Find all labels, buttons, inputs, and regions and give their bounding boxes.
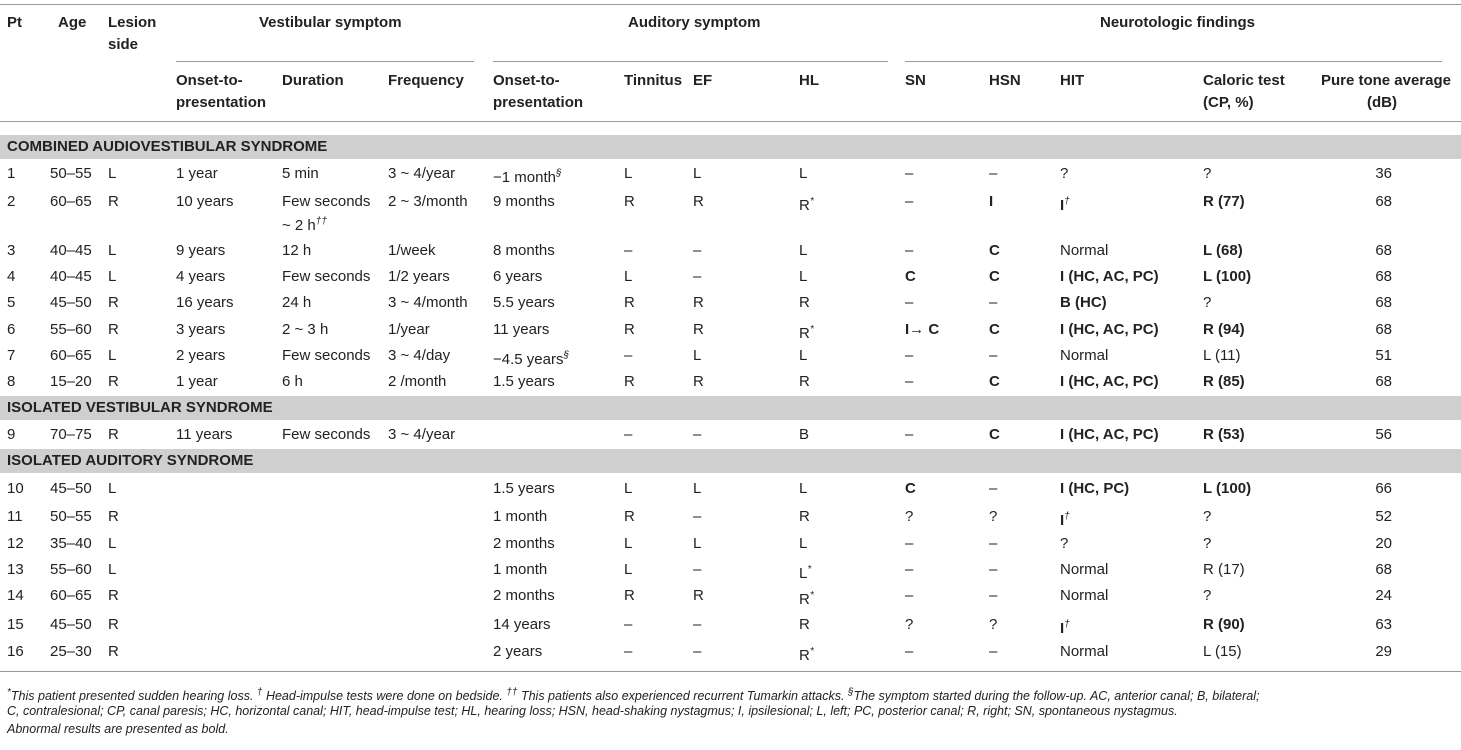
vestibular-subrule	[176, 61, 474, 62]
cell-tinnitus: R	[624, 193, 635, 210]
cell-side: R	[108, 508, 119, 525]
cell-ef: R	[693, 373, 704, 390]
cell-age: 15–20	[50, 373, 92, 390]
section-combined-label: COMBINED AUDIOVESTIBULAR SYNDROME	[7, 138, 328, 155]
cell-hsn: –	[989, 535, 998, 552]
header-n-pta-1: Pure tone average	[1320, 72, 1451, 89]
cell-v-onset: 2 years	[176, 347, 226, 364]
cell-age: 40–45	[50, 268, 92, 285]
cell-hsn: C	[989, 242, 1000, 259]
header-a-onset-2: presentation	[493, 94, 584, 111]
cell-hsn: C	[989, 321, 1000, 338]
header-n-caloric-1: Caloric test	[1203, 72, 1285, 89]
cell-frequency: 3 ~ 4/day	[388, 347, 451, 364]
section-combined	[0, 135, 1461, 159]
table-row	[0, 189, 1461, 237]
cell-ef: R	[693, 294, 704, 311]
cell-pt: 4	[7, 268, 16, 285]
cell-a-onset: 11 years	[493, 321, 550, 338]
cell-frequency: 3 ~ 4/month	[388, 294, 468, 311]
cell-a-onset: −4.5 years§	[493, 350, 570, 368]
cell-hit: B (HC)	[1060, 294, 1107, 311]
cell-ef: –	[693, 643, 702, 660]
cell-pta: 56	[1375, 426, 1392, 443]
cell-tinnitus: R	[624, 587, 635, 604]
cell-a-onset: 2 months	[493, 587, 555, 604]
header-a-onset-1: Onset-to-	[493, 72, 560, 89]
cell-pt: 16	[7, 643, 24, 660]
cell-a-onset: −1 month§	[493, 168, 562, 186]
cell-v-onset: 1 year	[176, 373, 218, 390]
cell-ef: R	[693, 193, 704, 210]
cell-pta: 68	[1375, 193, 1392, 210]
cell-pt: 11	[7, 508, 23, 525]
cell-hit: ?	[1060, 535, 1069, 552]
cell-tinnitus: –	[624, 347, 633, 364]
cell-pt: 12	[7, 535, 24, 552]
cell-hit: ?	[1060, 165, 1069, 182]
cell-hl: R	[799, 373, 810, 390]
cell-sn: ?	[905, 616, 914, 633]
cell-sn: C	[905, 480, 916, 497]
cell-side: R	[108, 587, 119, 604]
cell-pta: 63	[1375, 616, 1392, 633]
cell-side: L	[108, 347, 117, 364]
cell-hit: I†	[1060, 511, 1070, 529]
cell-hit: Normal	[1060, 242, 1109, 259]
cell-frequency: 3 ~ 4/year	[388, 165, 456, 182]
header-v-frequency: Frequency	[388, 72, 464, 89]
cell-caloric: ?	[1203, 508, 1212, 525]
cell-pt: 3	[7, 242, 16, 259]
cell-hl: R*	[799, 646, 814, 664]
cell-tinnitus: L	[624, 268, 633, 285]
cell-caloric: R (94)	[1203, 321, 1245, 338]
cell-a-onset: 14 years	[493, 616, 551, 633]
cell-tinnitus: R	[624, 508, 635, 525]
header-a-tinnitus: Tinnitus	[624, 72, 683, 89]
cell-v-onset: 3 years	[176, 321, 226, 338]
cell-v-onset: 11 years	[176, 426, 233, 443]
cell-caloric: ?	[1203, 165, 1212, 182]
cell-tinnitus: L	[624, 480, 633, 497]
cell-age: 60–65	[50, 347, 92, 364]
cell-ef: L	[693, 347, 702, 364]
cell-pta: 24	[1375, 587, 1392, 604]
cell-pta: 68	[1375, 242, 1392, 259]
cell-v-onset: 1 year	[176, 165, 218, 182]
cell-pta: 52	[1375, 508, 1392, 525]
cell-ef: R	[693, 587, 704, 604]
header-group-neuro: Neurotologic findings	[1100, 14, 1255, 31]
cell-hsn: –	[989, 294, 998, 311]
section-isolated-auditory-label: ISOLATED AUDITORY SYNDROME	[7, 452, 254, 469]
cell-pta: 51	[1375, 347, 1392, 364]
cell-hit: I (HC, AC, PC)	[1060, 321, 1159, 338]
table-row	[0, 161, 1461, 187]
cell-duration: 2 ~ 3 h	[282, 321, 329, 338]
cell-side: L	[108, 242, 117, 259]
cell-hsn: –	[989, 587, 998, 604]
header-group-auditory: Auditory symptom	[628, 14, 761, 31]
cell-sn: ?	[905, 508, 914, 525]
cell-age: 25–30	[50, 643, 92, 660]
cell-pt: 13	[7, 561, 24, 578]
cell-side: R	[108, 294, 119, 311]
header-v-onset-2: presentation	[176, 94, 267, 111]
cell-pt: 8	[7, 373, 16, 390]
table-row	[0, 343, 1461, 369]
cell-tinnitus: R	[624, 294, 635, 311]
cell-sn: –	[905, 373, 914, 390]
cell-age: 45–50	[50, 294, 92, 311]
cell-age: 35–40	[50, 535, 92, 552]
cell-hit: I†	[1060, 619, 1070, 637]
header-a-hl: HL	[799, 72, 819, 89]
table-row	[0, 612, 1461, 638]
cell-tinnitus: L	[624, 535, 633, 552]
cell-hsn: C	[989, 268, 1000, 285]
cell-hit: I (HC, PC)	[1060, 480, 1130, 497]
cell-v-onset: 16 years	[176, 294, 234, 311]
cell-pt: 5	[7, 294, 16, 311]
cell-side: L	[108, 561, 117, 578]
cell-frequency: 3 ~ 4/year	[388, 426, 456, 443]
cell-age: 50–55	[50, 165, 92, 182]
cell-pta: 68	[1375, 268, 1392, 285]
cell-hit: I†	[1060, 196, 1070, 214]
cell-v-onset: 9 years	[176, 242, 226, 259]
cell-duration-line2: ~ 2 h††	[282, 216, 327, 234]
cell-side: L	[108, 480, 117, 497]
header-v-duration: Duration	[282, 72, 344, 89]
table-row	[0, 504, 1461, 530]
cell-age: 60–65	[50, 193, 92, 210]
cell-ef: –	[693, 426, 702, 443]
cell-duration: Few seconds	[282, 426, 371, 443]
cell-hl: R	[799, 508, 810, 525]
cell-sn: I→ C	[905, 321, 940, 338]
cell-tinnitus: R	[624, 321, 635, 338]
top-rule	[0, 4, 1461, 5]
cell-sn: –	[905, 643, 914, 660]
table-row	[0, 238, 1461, 264]
cell-sn: –	[905, 165, 914, 182]
cell-hit: Normal	[1060, 561, 1109, 578]
cell-sn: –	[905, 294, 914, 311]
table-row	[0, 476, 1461, 502]
cell-v-onset: 10 years	[176, 193, 234, 210]
cell-hl: L	[799, 268, 808, 285]
cell-age: 40–45	[50, 242, 92, 259]
cell-caloric: L (100)	[1203, 268, 1252, 285]
footnote-line-2: C, contralesional; CP, canal paresis; HC, horizontal canal; HIT, head-impulse test; HL, hearing loss; HSN, head-shaking nystagmus; I, ipsilesional; L, left; PC, posterior canal; R, right; SN, spontaneous nystagmus.	[7, 704, 1178, 718]
cell-duration: 6 h	[282, 373, 303, 390]
cell-pt: 14	[7, 587, 24, 604]
table-row	[0, 531, 1461, 557]
cell-hsn: –	[989, 347, 998, 364]
auditory-subrule	[493, 61, 888, 62]
cell-sn: –	[905, 535, 914, 552]
cell-age: 55–60	[50, 561, 92, 578]
cell-pt: 1	[7, 165, 16, 182]
cell-pt: 6	[7, 321, 16, 338]
header-lesion-side-1: Lesion	[108, 14, 157, 31]
cell-pt: 15	[7, 616, 24, 633]
cell-side: L	[108, 268, 117, 285]
header-group-vestibular: Vestibular symptom	[259, 14, 402, 31]
cell-hit: I (HC, AC, PC)	[1060, 373, 1159, 390]
cell-pta: 20	[1375, 535, 1392, 552]
cell-pta: 68	[1375, 373, 1392, 390]
cell-hit: Normal	[1060, 347, 1109, 364]
cell-ef: –	[693, 508, 702, 525]
cell-sn: –	[905, 347, 914, 364]
bottom-rule	[0, 671, 1461, 672]
cell-hsn: C	[989, 426, 1000, 443]
cell-caloric: L (15)	[1203, 643, 1242, 660]
cell-caloric: R (85)	[1203, 373, 1245, 390]
cell-hsn: I	[989, 193, 994, 210]
header-lesion-side-2: side	[108, 36, 139, 53]
cell-hl: L	[799, 165, 808, 182]
cell-sn: –	[905, 587, 914, 604]
cell-a-onset: 1 month	[493, 508, 548, 525]
cell-side: R	[108, 643, 119, 660]
cell-hsn: ?	[989, 508, 998, 525]
table-row	[0, 422, 1461, 448]
cell-a-onset: 2 years	[493, 643, 543, 660]
header-v-onset-1: Onset-to-	[176, 72, 243, 89]
cell-frequency: 1/2 years	[388, 268, 450, 285]
cell-caloric: R (77)	[1203, 193, 1245, 210]
cell-pt: 7	[7, 347, 16, 364]
cell-ef: –	[693, 268, 702, 285]
cell-ef: L	[693, 480, 702, 497]
cell-hsn: –	[989, 643, 998, 660]
cell-a-onset: 6 years	[493, 268, 543, 285]
table-row	[0, 557, 1461, 583]
cell-caloric: L (11)	[1203, 347, 1241, 364]
cell-caloric: R (90)	[1203, 616, 1245, 633]
cell-side: R	[108, 193, 119, 210]
cell-a-onset: 1 month	[493, 561, 548, 578]
cell-ef: –	[693, 561, 702, 578]
cell-side: L	[108, 535, 117, 552]
cell-pt: 10	[7, 480, 24, 497]
footnote-line-3: Abnormal results are presented as bold.	[7, 722, 229, 736]
cell-hl: R	[799, 294, 810, 311]
cell-hit: I (HC, AC, PC)	[1060, 268, 1159, 285]
cell-hsn: ?	[989, 616, 998, 633]
cell-sn: –	[905, 426, 914, 443]
cell-hl: L	[799, 535, 808, 552]
cell-tinnitus: –	[624, 643, 633, 660]
cell-caloric: ?	[1203, 294, 1212, 311]
cell-side: R	[108, 616, 119, 633]
cell-duration: 24 h	[282, 294, 312, 311]
section-isolated-vestibular	[0, 396, 1461, 420]
cell-age: 45–50	[50, 480, 92, 497]
table-row	[0, 369, 1461, 395]
cell-caloric: R (17)	[1203, 561, 1245, 578]
cell-hsn: –	[989, 165, 998, 182]
cell-hl: R*	[799, 196, 814, 214]
cell-hl: R*	[799, 590, 814, 608]
table-row	[0, 290, 1461, 316]
cell-sn: –	[905, 193, 914, 210]
header-a-ef: EF	[693, 72, 713, 89]
cell-caloric: R (53)	[1203, 426, 1245, 443]
cell-side: L	[108, 165, 117, 182]
header-pt: Pt	[7, 14, 22, 31]
cell-hsn: C	[989, 373, 1000, 390]
cell-age: 50–55	[50, 508, 92, 525]
cell-caloric: ?	[1203, 587, 1212, 604]
cell-duration: Few seconds	[282, 268, 371, 285]
cell-age: 45–50	[50, 616, 92, 633]
cell-sn: C	[905, 268, 916, 285]
cell-age: 55–60	[50, 321, 92, 338]
cell-hit: I (HC, AC, PC)	[1060, 426, 1159, 443]
header-n-caloric-2: (CP, %)	[1203, 94, 1254, 111]
cell-pt: 9	[7, 426, 16, 443]
table-row	[0, 583, 1461, 609]
cell-a-onset: 2 months	[493, 535, 555, 552]
cell-pta: 68	[1375, 561, 1392, 578]
cell-ef: –	[693, 616, 702, 633]
table-row	[0, 639, 1461, 665]
cell-age: 70–75	[50, 426, 92, 443]
cell-caloric: ?	[1203, 535, 1212, 552]
header-rule	[0, 121, 1461, 122]
cell-caloric: L (100)	[1203, 480, 1252, 497]
cell-hl: L	[799, 347, 808, 364]
cell-tinnitus: –	[624, 616, 633, 633]
cell-tinnitus: –	[624, 426, 633, 443]
cell-side: R	[108, 321, 119, 338]
cell-caloric: L (68)	[1203, 242, 1243, 259]
cell-pt: 2	[7, 193, 16, 210]
cell-pta: 29	[1375, 643, 1392, 660]
cell-sn: –	[905, 242, 914, 259]
cell-tinnitus: L	[624, 561, 633, 578]
cell-ef: R	[693, 321, 704, 338]
cell-hl: L*	[799, 564, 812, 582]
header-n-sn: SN	[905, 72, 926, 89]
table-row	[0, 317, 1461, 343]
cell-hit: Normal	[1060, 643, 1109, 660]
cell-hl: L	[799, 480, 808, 497]
cell-v-onset: 4 years	[176, 268, 226, 285]
cell-a-onset: 5.5 years	[493, 294, 555, 311]
cell-duration: Few seconds	[282, 193, 371, 210]
header-n-pta-2: (dB)	[1367, 94, 1397, 111]
cell-hl: R*	[799, 324, 814, 342]
footnote-line-1: *This patient presented sudden hearing loss. † Head-impulse tests were done on bedside. †† This patients also experienced recurrent Tumarkin attacks. §The symptom started during the follow-up. AC, anterior canal; B, bilateral;	[7, 687, 1260, 704]
section-isolated-vestibular-label: ISOLATED VESTIBULAR SYNDROME	[7, 399, 273, 416]
neuro-subrule	[905, 61, 1442, 62]
cell-a-onset: 1.5 years	[493, 480, 555, 497]
cell-frequency: 1/week	[388, 242, 436, 259]
cell-pta: 36	[1375, 165, 1392, 182]
cell-pta: 68	[1375, 294, 1392, 311]
cell-duration: Few seconds	[282, 347, 371, 364]
section-isolated-auditory	[0, 449, 1461, 473]
cell-a-onset: 1.5 years	[493, 373, 555, 390]
header-age: Age	[58, 14, 87, 31]
cell-duration: 5 min	[282, 165, 319, 182]
cell-frequency: 1/year	[388, 321, 430, 338]
cell-ef: –	[693, 242, 702, 259]
cell-ef: L	[693, 165, 702, 182]
cell-frequency: 2 ~ 3/month	[388, 193, 468, 210]
header-n-hsn: HSN	[989, 72, 1021, 89]
cell-tinnitus: L	[624, 165, 633, 182]
cell-a-onset: 9 months	[493, 193, 555, 210]
header-n-hit: HIT	[1060, 72, 1085, 89]
cell-side: R	[108, 373, 119, 390]
cell-duration: 12 h	[282, 242, 312, 259]
cell-ef: L	[693, 535, 702, 552]
cell-hl: L	[799, 242, 808, 259]
cell-hl: R	[799, 616, 810, 633]
cell-frequency: 2 /month	[388, 373, 447, 390]
cell-hsn: –	[989, 561, 998, 578]
cell-pta: 68	[1375, 321, 1392, 338]
cell-hsn: –	[989, 480, 998, 497]
cell-hit: Normal	[1060, 587, 1109, 604]
cell-hl: B	[799, 426, 810, 443]
cell-tinnitus: –	[624, 242, 633, 259]
cell-age: 60–65	[50, 587, 92, 604]
table-row	[0, 264, 1461, 290]
cell-side: R	[108, 426, 119, 443]
cell-tinnitus: R	[624, 373, 635, 390]
cell-a-onset: 8 months	[493, 242, 555, 259]
cell-sn: –	[905, 561, 914, 578]
cell-pta: 66	[1375, 480, 1392, 497]
